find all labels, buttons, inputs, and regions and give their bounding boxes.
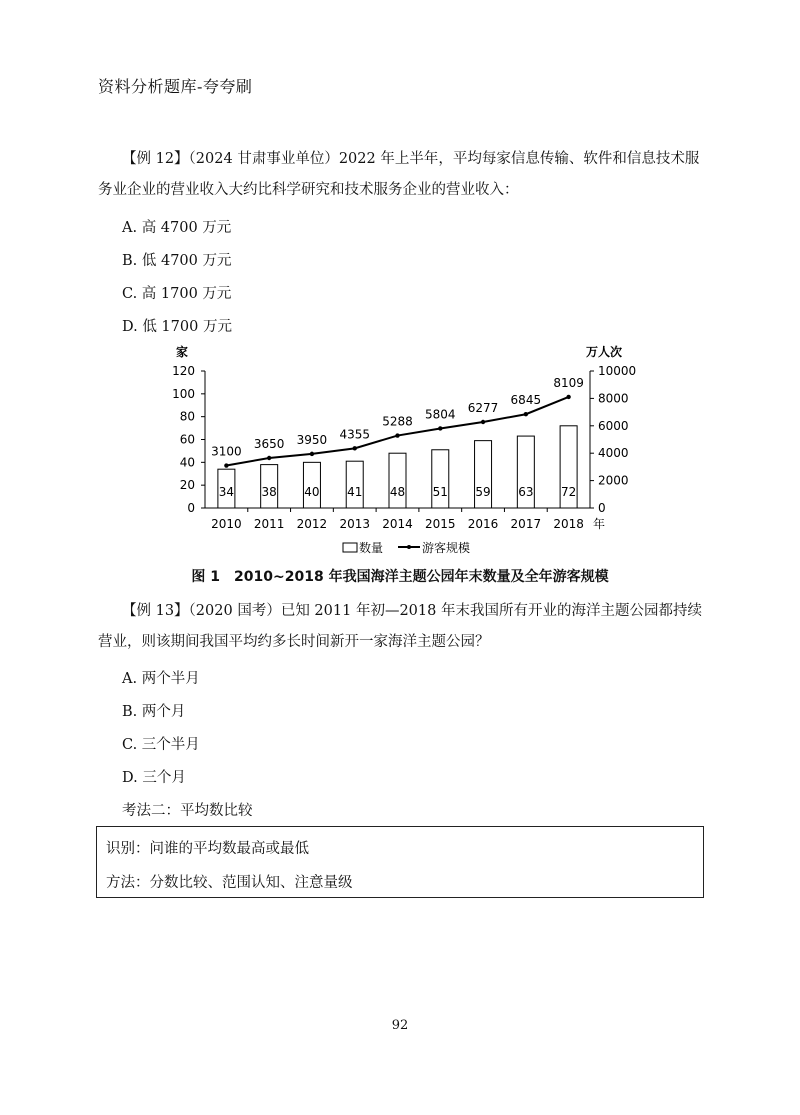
x-tick-label: 2016	[467, 517, 499, 531]
legend-bar-label: 数量	[359, 541, 384, 555]
visitors-point-2018	[566, 395, 570, 399]
visitors-point-2010	[224, 463, 228, 467]
method-box-identify: 识别：问谁的平均数最高或最低	[106, 841, 309, 857]
visitors-point-2015	[438, 426, 442, 430]
x-tick-label: 2018	[553, 517, 584, 531]
legend-bar-swatch	[343, 543, 357, 552]
method-box-method: 方法：分数比较、范围认知、注意量级	[106, 875, 353, 891]
legend-line-marker	[407, 545, 411, 549]
bar-value-label: 51	[432, 485, 448, 499]
method-box	[96, 826, 704, 898]
right-axis-unit: 万人次	[585, 345, 623, 359]
x-tick-label: 2015	[425, 517, 456, 531]
bar-value-label: 40	[304, 485, 320, 499]
visitors-point-2011	[267, 456, 271, 460]
visitors-value-label: 5288	[382, 414, 413, 429]
q12-option-b: B. 低 4700 万元	[122, 253, 232, 269]
question-13-text: 【例 13】（2020 国考）已知 2011 年初—2018 年末我国所有开业的海洋主题公园都持续营业，则该期间我国平均约多长时间新开一家海洋主题公园？	[98, 603, 702, 650]
visitors-value-label: 3950	[296, 432, 328, 447]
bar-value-label: 63	[518, 485, 534, 499]
visitors-point-2014	[395, 433, 399, 437]
bar-value-label: 72	[560, 485, 577, 499]
x-tick-label: 2014	[382, 517, 413, 531]
theme-park-chart	[160, 336, 640, 566]
page-number: 92	[391, 1018, 409, 1033]
visitors-point-2013	[353, 446, 357, 450]
section-heading: 考法二：平均数比较	[122, 803, 253, 819]
left-tick-label: 120	[172, 364, 195, 378]
x-tick-label: 2012	[296, 517, 328, 531]
bar-value-label: 48	[389, 485, 406, 499]
bar-value-label: 59	[475, 485, 491, 499]
visitors-value-label: 6277	[467, 401, 499, 416]
right-tick-label: 6000	[598, 418, 629, 433]
bar-2014	[389, 453, 406, 508]
right-tick-label: 2000	[598, 473, 629, 488]
bar-value-label: 34	[218, 485, 235, 499]
left-tick-label: 60	[179, 432, 195, 447]
bar-value-label: 38	[261, 485, 277, 499]
legend-line-label: 游客规模	[422, 541, 471, 555]
right-tick-label: 0	[598, 501, 606, 515]
question-12-text: 【例 12】（2024 甘肃事业单位）2022 年上半年，平均每家信息传输、软件和信息技术服务业企业的营业收入大约比科学研究和技术服务企业的营业收入：	[98, 151, 700, 198]
right-tick-label: 10000	[598, 364, 637, 378]
bar-value-label: 41	[347, 485, 363, 499]
q13-option-a: A. 两个半月	[122, 671, 200, 687]
q12-option-c: C. 高 1700 万元	[122, 286, 232, 302]
right-tick-label: 8000	[598, 391, 629, 406]
left-tick-label: 0	[187, 501, 195, 515]
visitors-point-2016	[481, 420, 485, 424]
q13-option-d: D. 三个月	[122, 770, 186, 786]
visitors-value-label: 4355	[339, 427, 370, 442]
visitors-value-label: 8109	[553, 375, 584, 390]
left-tick-label: 20	[179, 478, 195, 493]
q12-option-a: A. 高 4700 万元	[122, 220, 232, 236]
left-tick-label: 40	[179, 455, 195, 470]
left-tick-label: 80	[179, 409, 195, 424]
chart-caption: 图 1 2010~2018 年我国海洋主题公园年末数量及全年游客规模	[191, 569, 609, 585]
visitors-point-2017	[524, 412, 528, 416]
x-tick-label: 2010	[211, 517, 242, 531]
visitors-value-label: 5804	[425, 407, 456, 422]
x-tick-label: 2013	[339, 517, 370, 531]
visitors-value-label: 6845	[510, 393, 542, 408]
q13-option-b: B. 两个月	[122, 704, 186, 720]
chart-svg	[160, 336, 640, 566]
x-axis-unit: 年	[593, 517, 606, 531]
right-tick-label: 4000	[598, 446, 629, 461]
page-header: 资料分析题库-夸夸刷	[98, 77, 253, 96]
q13-option-c: C. 三个半月	[122, 737, 200, 753]
visitors-value-label: 3650	[253, 436, 285, 451]
q12-option-d: D. 低 1700 万元	[122, 319, 232, 335]
visitors-point-2012	[310, 452, 314, 456]
visitors-value-label: 3100	[211, 444, 242, 459]
x-tick-label: 2017	[510, 517, 542, 531]
bar-2015	[432, 450, 449, 508]
left-axis-unit: 家	[175, 345, 189, 359]
x-tick-label: 2011	[253, 517, 285, 531]
left-tick-label: 100	[172, 386, 195, 401]
